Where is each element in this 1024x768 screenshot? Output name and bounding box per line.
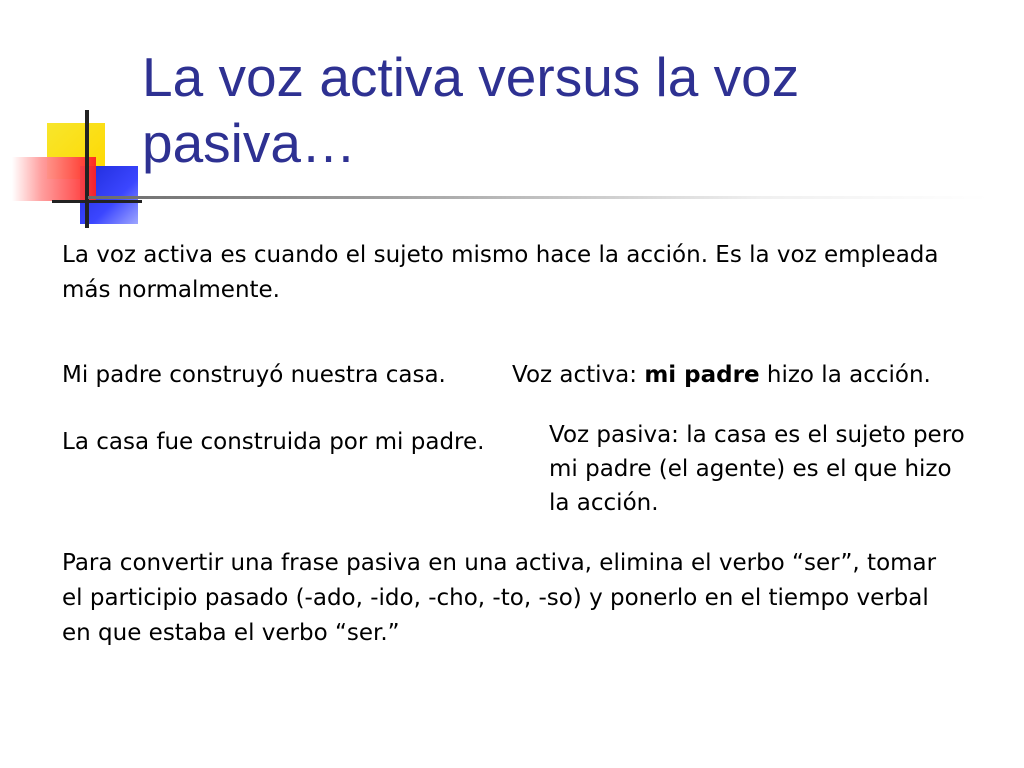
- title-underline: [88, 196, 988, 199]
- passive-example-sentence: La casa fue construida por mi padre.: [62, 429, 485, 455]
- active-note-subject: mi padre: [644, 362, 760, 388]
- passive-voice-note: Voz pasiva: la casa es el sujeto pero mi padre (el agente) es el que hizo la acción.: [549, 422, 965, 516]
- active-note-suffix: hizo la acción.: [759, 362, 931, 388]
- logo-vertical-line: [85, 110, 89, 228]
- intro-paragraph: La voz activa es cuando el sujeto mismo hace la acción. Es la voz empleada más normalmente.: [62, 242, 939, 303]
- active-voice-note: [512, 358, 931, 393]
- active-note-prefix: Voz activa:: [512, 362, 645, 388]
- slide-title: La voz activa versus la voz pasiva…: [142, 46, 800, 174]
- conversion-rule-paragraph: Para convertir una frase pasiva en una activa, elimina el verbo “ser”, tomar el participio pasado (-ado, -ido, -cho, -to, -so) y ponerlo en el tiempo verbal en que estaba el verbo “ser.”: [62, 550, 937, 646]
- active-example-sentence: Mi padre construyó nuestra casa.: [62, 362, 446, 388]
- logo-horizontal-line: [52, 200, 142, 203]
- logo-red-bar: [12, 157, 96, 201]
- slide-logo-decoration: [0, 0, 150, 240]
